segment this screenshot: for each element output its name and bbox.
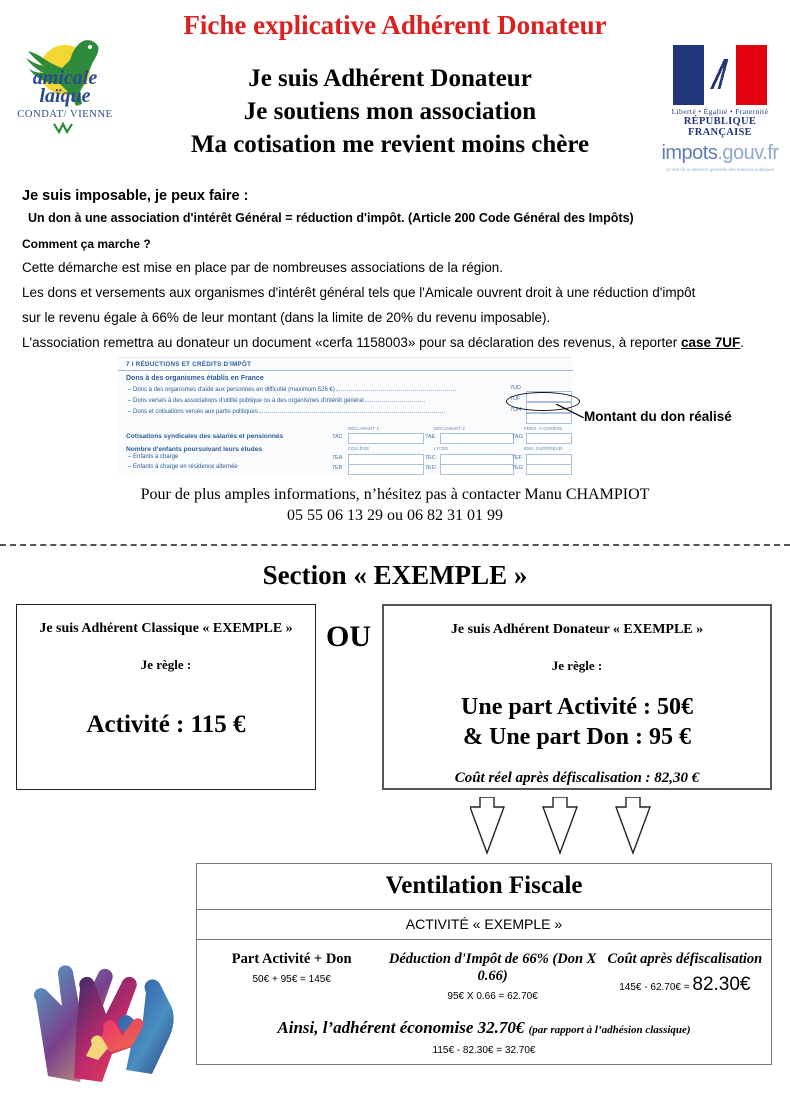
paragraph-4-before: L'association remettra au donateur un document «cerfa 1158003» pour sa déclaration des revenus, à reporter (22, 335, 681, 350)
form-code-7ed: 7ED (425, 465, 436, 471)
caption-declarant-2: DÉCLARANT 2 (434, 426, 465, 431)
flag-blue-band (673, 45, 704, 105)
ventilation-title: Ventilation Fiscale (197, 864, 771, 910)
donateur-amount-line-2: & Une part Don : 95 € (463, 724, 691, 750)
dot-leader (365, 394, 425, 402)
form-input-7ed[interactable] (440, 464, 514, 475)
ventilation-column-1 (197, 951, 386, 1002)
ventilation-column-2 (386, 951, 598, 1002)
down-arrow-icon (616, 797, 650, 853)
explanation-paragraph-4 (22, 335, 772, 351)
ventilation-subtitle: ACTIVITÉ « EXEMPLE » (197, 910, 771, 940)
form-subrow-residence-alternee: – Enfants à charge en résidence alternée (128, 464, 238, 470)
contact-line-2: 05 55 06 13 29 ou 06 82 31 01 99 (287, 507, 503, 524)
column-3-value-total: 82.30€ (692, 974, 751, 995)
dot-leader (259, 405, 445, 413)
explanation-paragraph-3: sur le revenu égale à 66% de leur montant (dans la limite de 20% du revenu imposable). (22, 310, 551, 325)
form-line-7uf (118, 394, 573, 405)
donateur-real-cost: Coût réel après défiscalisation : 82,30 € (454, 770, 700, 786)
summary-note: (par rapport à l’adhésion classique) (528, 1024, 691, 1036)
form-row-cotisations-label: Cotisations syndicales des salariés et pensionnés (126, 433, 284, 440)
column-1-header: Part Activité + Don (231, 951, 352, 967)
explanation-block (22, 188, 772, 360)
form-code-7uh: 7UH (510, 407, 522, 413)
ventilation-columns (197, 940, 771, 1008)
explanation-question: Comment ça marche ? (22, 237, 151, 251)
slogan-line-2: Je soutiens mon association (243, 98, 537, 125)
form-subsection-title: Dons à des organismes établis en France (126, 375, 264, 382)
down-arrow-icon (543, 797, 577, 853)
summary-main: Ainsi, l’adhérent économise 32.70€ (277, 1018, 529, 1037)
donateur-heading: Je suis Adhérent Donateur « EXEMPLE » (450, 622, 704, 637)
callout-leader-line (556, 404, 584, 418)
form-line-7ud (118, 383, 573, 394)
form-input-7ae[interactable] (440, 433, 514, 444)
devise-text: Liberté • Égalité • Fraternité (671, 107, 769, 116)
column-3-header: Coût après défiscalisation (607, 951, 763, 967)
caption-college: COLLÈGE (348, 446, 370, 451)
form-code-7ac: 7AC (332, 434, 343, 440)
amicale-logo-svg (10, 18, 120, 136)
impots-word-a: impots (661, 142, 718, 164)
page-title: Fiche explicative Adhérent Donateur (183, 10, 607, 40)
section-exemple-title: Section « EXEMPLE » (262, 560, 528, 590)
down-arrow-icon (470, 797, 504, 853)
contact-block (20, 484, 770, 526)
explanation-paragraph-1: Cette démarche est mise en place par de nombreuses associations de la région. (22, 260, 504, 275)
slogan-line-3: Ma cotisation me revient moins chère (190, 131, 590, 158)
page-header (0, 0, 790, 182)
ventilation-fiscale-table (196, 863, 772, 1065)
down-arrows-group (470, 797, 670, 859)
logo-word-amicale: amicale (32, 67, 98, 89)
impots-gouv-logo (658, 45, 782, 172)
form-code-7uf: 7UF (510, 396, 521, 402)
caption-pers-charge: PERS. À CHARGE (524, 426, 563, 431)
colorful-hands-logo (28, 948, 190, 1088)
column-2-header: Déduction d'Impôt de 66% (Don X 0.66) (388, 951, 597, 984)
flag-white-band (704, 45, 735, 105)
ventilation-summary-calc: 115€ - 82.30€ = 32.70€ (432, 1045, 536, 1056)
logo-place: CONDAT/ VIENNE (17, 109, 113, 120)
tax-form-excerpt (118, 357, 573, 475)
classique-je-regle: Je règle : (140, 657, 192, 672)
form-line-7uf-label: – Dons versés à des associations d'utilité publique ou à des organismes d'intérêt général (128, 398, 364, 404)
form-code-7ec: 7EC (425, 455, 436, 461)
form-code-7eb: 7EB (332, 465, 343, 471)
ventilation-column-3 (599, 951, 771, 1002)
caption-lycee: LYCÉE (434, 446, 449, 451)
explanation-subheading: Un don à une association d'intérêt Général = réduction d'impôt. (Article 200 Code Général des Impôts) (28, 211, 634, 225)
form-input-7ag[interactable] (526, 433, 572, 444)
slogan-line-1: Je suis Adhérent Donateur (248, 65, 532, 92)
form-line-7uh-label: – Dons et cotisations versés aux partis politiques (128, 409, 258, 415)
explanation-paragraph-2: Les dons et versements aux organismes d'intérêt général tels que l'Amicale ouvrent droit à une réduction d'impôt (22, 285, 696, 300)
french-flag-icon (673, 45, 767, 105)
form-input-7eg[interactable] (526, 464, 572, 475)
impots-wordmark (658, 142, 782, 165)
card-adherent-classique (16, 604, 316, 790)
classique-amount: Activité : 115 € (86, 711, 246, 738)
form-input-7ac[interactable] (348, 433, 424, 444)
section-divider (0, 544, 790, 546)
logo-word-laique: laïque (39, 85, 91, 107)
form-section-title: 7 I RÉDUCTIONS ET CRÉDITS D'IMPÔT (118, 358, 573, 371)
flag-red-band (736, 45, 767, 105)
form-row-enfants-label: Nombre d'enfants poursuivant leurs études (126, 446, 263, 453)
ventilation-summary (197, 1008, 771, 1038)
impots-word-b: .gouv.fr (717, 142, 779, 164)
amicale-laique-logo (10, 18, 120, 136)
form-code-7ae: 7AE (425, 434, 436, 440)
caption-declarant-1: DÉCLARANT 1 (348, 426, 379, 431)
form-subrow-enfants-charge: – Enfants à charge (128, 454, 179, 460)
explanation-heading: Je suis imposable, je peux faire : (22, 188, 249, 204)
form-code-7ud: 7UD (510, 385, 522, 391)
column-2-value: 95€ X 0.66 = 62.70€ (447, 991, 538, 1002)
column-3-value (599, 974, 771, 996)
form-input-7eb[interactable] (348, 464, 424, 475)
or-separator: OU (326, 620, 371, 653)
form-line-7ud-label: – Dons à des organismes d'aide aux personnes en difficulté (maximum 526 €) (128, 387, 335, 393)
impots-subline: un site de la direction générale des finances publiques (665, 167, 775, 172)
card-adherent-donateur (382, 604, 772, 790)
form-code-7ef: 7EF (512, 455, 523, 461)
slogan-block (120, 62, 660, 161)
form-code-7ag: 7AG (512, 434, 524, 440)
form-line-7uh (118, 405, 573, 416)
paragraph-4-after: . (740, 335, 745, 350)
caption-ens-superieur: ENS. SUPÉRIEUR (524, 446, 563, 451)
classique-heading: Je suis Adhérent Classique « EXEMPLE » (39, 621, 293, 636)
column-1-value: 50€ + 95€ = 145€ (252, 974, 331, 985)
donateur-amount-line-1: Une part Activité : 50€ (461, 694, 693, 720)
form-code-7eg: 7EG (512, 465, 524, 471)
form-code-7ea: 7EA (332, 455, 343, 461)
republique-text: RÉPUBLIQUE FRANÇAISE (683, 116, 757, 138)
case-7uf-highlight: case 7UF (681, 335, 741, 350)
contact-line-1: Pour de plus amples informations, n’hésitez pas à contacter Manu CHAMPIOT (140, 486, 650, 503)
callout-montant-don: Montant du don réalisé (584, 409, 732, 424)
column-3-value-prefix: 145€ - 62.70€ = (619, 982, 693, 993)
donateur-je-regle: Je règle : (551, 658, 603, 673)
dot-leader (336, 383, 456, 391)
